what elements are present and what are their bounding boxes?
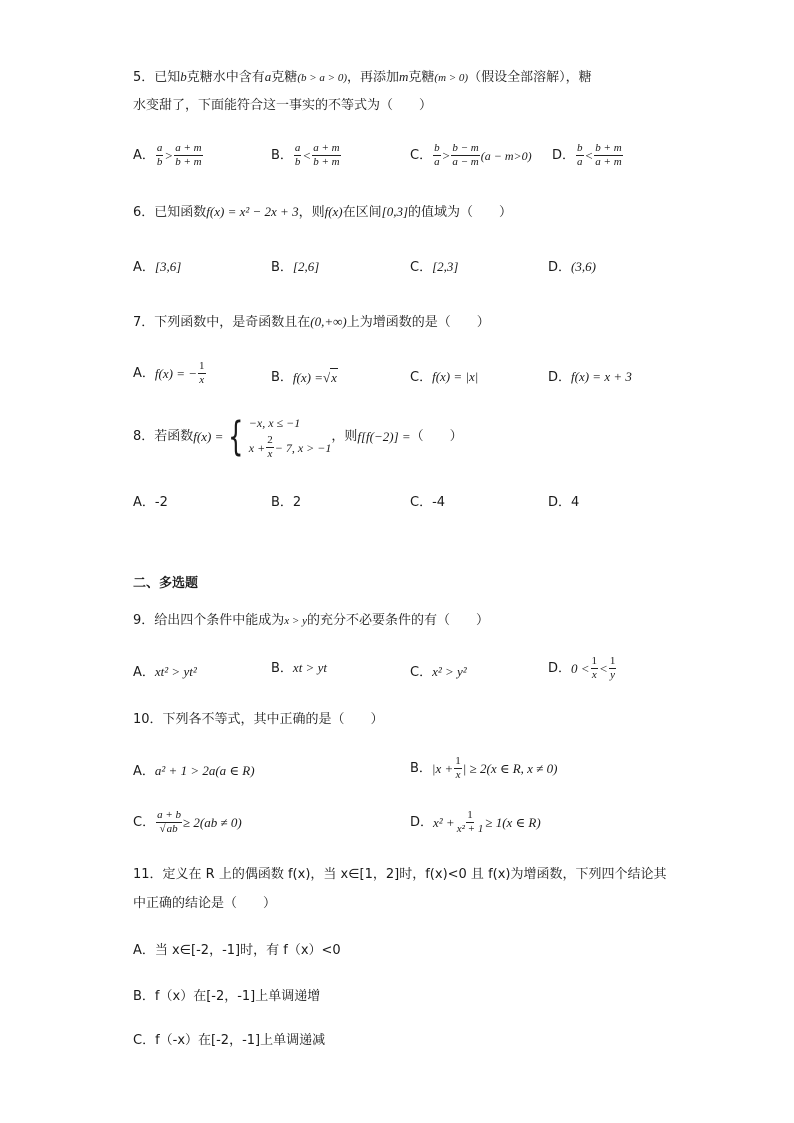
q11-option-a[interactable]: A．当 x∈[-2，-1]时，有 f（x）<0: [133, 943, 341, 958]
question-5-stem: 5．已知b克糖水中含有a克糖(b > a > 0)，再添加m克糖(m > 0)（假设全部溶解），糖: [133, 69, 592, 85]
question-8-stem: 8．若函数 f(x) = { −x, x ≤ −1 x + $\frac{2}{x}$ − 7, x > −1 ，则 f[f(−2)] = （ ）: [133, 413, 463, 460]
q7-option-c[interactable]: C．f(x) = |x|: [410, 369, 479, 385]
q8-option-b[interactable]: B．2: [271, 495, 302, 510]
q10-option-a[interactable]: A．a² + 1 > 2a(a ∈ R): [133, 763, 255, 779]
fraction: $\frac{1}{\text{x² + 1}}$: [456, 809, 484, 835]
fraction: $\frac{a + b}{√ab}$: [157, 809, 182, 835]
fraction: $\frac{a}{b}$: [156, 142, 163, 168]
fraction: $\frac{b - m}{a - m}$: [452, 142, 479, 168]
q8-option-d[interactable]: D．4: [548, 495, 580, 510]
fraction: $\frac{a}{b}$: [294, 142, 301, 168]
q8-option-a[interactable]: A．-2: [133, 495, 168, 510]
q8-option-c[interactable]: C．-4: [410, 495, 446, 510]
q11-option-c[interactable]: C．f（-x）在[-2，-1]上单调递减: [133, 1033, 326, 1048]
fraction: $\frac{a + m}{b + m}$: [175, 142, 202, 168]
q6-option-a[interactable]: A．[3,6]: [133, 259, 182, 275]
q7-option-d[interactable]: D．f(x) = x + 3: [548, 369, 632, 385]
question-11-stem-line1: 11．定义在 R 上的偶函数 f(x)，当 x∈[1，2]时，f(x)<0 且 f(x)为增函数，下列四个结论其: [133, 867, 667, 882]
q7-option-a[interactable]: A． f(x) = − $\frac{1}{x}$: [133, 360, 205, 386]
q10-option-c[interactable]: C． $\frac{a + b}{√ab}$ ≥ 2(ab ≠ 0): [133, 809, 242, 835]
fraction: $\frac{1}{x}$: [591, 655, 598, 681]
q10-option-d[interactable]: D． x² + $\frac{1}{\text{x² + 1}}$ ≥ 1(x ∈ R): [410, 809, 541, 835]
fraction: $\frac{b}{a}$: [577, 142, 583, 168]
question-6-stem: 6．已知函数f(x) = x² − 2x + 3，则f(x)在区间[0,3]的值域为（ ）: [133, 204, 513, 220]
fraction: $\frac{a + m}{b + m}$: [313, 142, 340, 168]
q6-option-d[interactable]: D．(3,6): [548, 259, 596, 275]
q7-option-b[interactable]: B． f(x) = √ x: [271, 369, 337, 385]
fraction: $\frac{b + m}{a + m}$: [595, 142, 622, 168]
question-9-stem: 9．给出四个条件中能成为x > y的充分不必要条件的有（ ）: [133, 613, 489, 628]
left-brace: {: [228, 413, 244, 460]
q9-option-c[interactable]: C．x² > y²: [410, 664, 467, 680]
question-11-stem-line2: 中正确的结论是（ ）: [133, 896, 277, 911]
q5-option-b[interactable]: B． $\frac{a}{b}$ < $\frac{a + m}{b + m}$: [271, 142, 340, 168]
radicand: x: [331, 370, 337, 385]
fraction: $\frac{2}{x}$: [267, 434, 273, 460]
piecewise-cases: −x, x ≤ −1 x + $\frac{2}{x}$ − 7, x > −1: [248, 416, 332, 460]
q11-option-b[interactable]: B．f（x）在[-2，-1]上单调递增: [133, 989, 321, 1004]
question-5-stem-line2: 水变甜了，下面能符合这一事实的不等式为（ ）: [133, 98, 433, 113]
q5-option-a[interactable]: A． $\frac{a}{b}$ > $\frac{a + m}{b + m}$: [133, 142, 202, 168]
fraction: $\frac{1}{x}$: [455, 755, 461, 781]
question-7-stem: 7．下列函数中，是奇函数且在(0,+∞)上为增函数的是（ ）: [133, 314, 490, 330]
q5-option-c[interactable]: C． $\frac{b}{a}$ > $\frac{b - m}{a - m}$ (a − m>0): [410, 142, 532, 168]
section-title-multiple-choice: 二、多选题: [133, 576, 199, 591]
q9-option-d[interactable]: D． 0 < $\frac{1}{x}$ < $\frac{1}{y}$: [548, 655, 616, 681]
q6-option-c[interactable]: C．[2,3]: [410, 259, 459, 275]
fraction: $\frac{1}{x}$: [199, 360, 205, 386]
q6-option-b[interactable]: B．[2,6]: [271, 259, 320, 275]
q9-option-a[interactable]: A．xt² > yt²: [133, 664, 197, 680]
question-10-stem: 10．下列各不等式，其中正确的是（ ）: [133, 712, 384, 727]
fraction: $\frac{b}{a}$: [434, 142, 440, 168]
q10-option-b[interactable]: B． |x + $\frac{1}{x}$ | ≥ 2(x ∈ R, x ≠ 0): [410, 755, 558, 781]
q9-option-b[interactable]: B．xt > yt: [271, 660, 327, 676]
q5-option-d[interactable]: D． $\frac{b}{a}$ < $\frac{b + m}{a + m}$: [552, 142, 622, 168]
fraction: $\frac{1}{y}$: [609, 655, 616, 681]
